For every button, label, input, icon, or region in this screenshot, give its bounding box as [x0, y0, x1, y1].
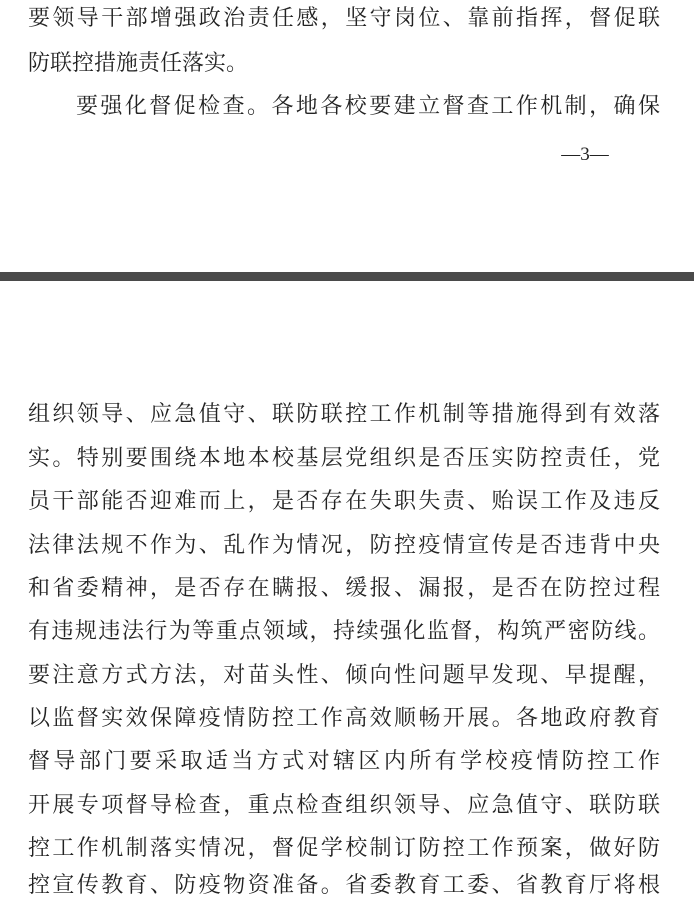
paragraph-line: 开展专项督导检查，重点检查组织领导、应急值守、联防联 — [28, 793, 660, 818]
paragraph-line: 法律法规不作为、乱作为情况，防控疫情宣传是否违背中央 — [28, 533, 660, 558]
paragraph-line: 以监督实效保障疫情防控工作高效顺畅开展。各地政府教育 — [28, 706, 660, 731]
paragraph-line: 员干部能否迎难而上，是否存在失职失责、贻误工作及违反 — [28, 489, 660, 514]
paragraph-line: 和省委精神，是否存在瞒报、缓报、漏报，是否在防控过程 — [28, 576, 660, 601]
paragraph-line: 要注意方式方法，对苗头性、倾向性问题早发现、早提醒， — [28, 663, 660, 688]
document-page-bottom — [0, 281, 694, 901]
paragraph-line: 要领导干部增强政治责任感，坚守岗位、靠前指挥，督促联 — [28, 6, 660, 31]
paragraph-line: 督导部门要采取适当方式对辖区内所有学校疫情防控工作 — [28, 749, 660, 774]
paragraph-line: 实。特别要围绕本地本校基层党组织是否压实防控责任，党 — [28, 446, 660, 471]
paragraph-line: 有违规违法行为等重点领域，持续强化监督，构筑严密防线。 — [28, 619, 660, 644]
paragraph-line: 控宣传教育、防疫物资准备。省委教育工委、省教育厅将根 — [28, 873, 660, 898]
paragraph-line: 要强化督促检查。各地各校要建立督查工作机制，确保 — [76, 94, 660, 119]
paragraph-line: 防联控措施责任落实。 — [28, 51, 249, 76]
document-page-top — [0, 0, 694, 272]
paragraph-line: 控工作机制落实情况，督促学校制订防控工作预案，做好防 — [28, 836, 660, 861]
page-separator — [0, 272, 694, 281]
paragraph-line: 组织领导、应急值守、联防联控工作机制等措施得到有效落 — [28, 402, 660, 427]
page-number: —3— — [561, 144, 609, 165]
